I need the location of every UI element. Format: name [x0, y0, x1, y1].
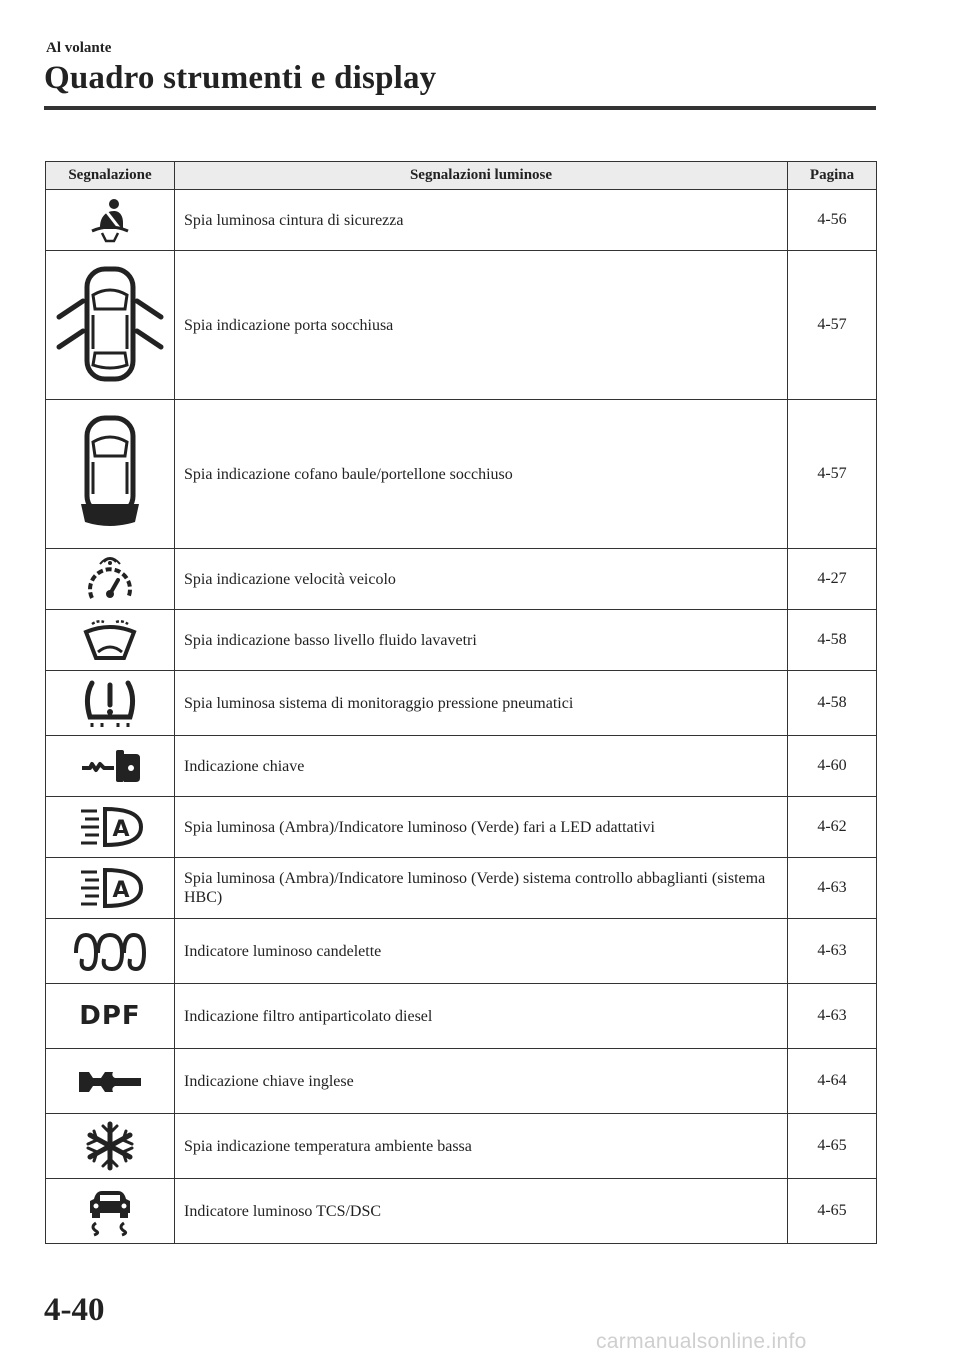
row-page-link[interactable]: 4-64 [788, 1049, 877, 1114]
glow-plug-icon [72, 929, 148, 973]
column-header-signal: Segnalazione [46, 162, 175, 190]
row-page-link[interactable]: 4-65 [788, 1179, 877, 1244]
row-description: Spia indicazione velocità veicolo [175, 549, 788, 610]
page-title: Quadro strumenti e display [44, 60, 437, 96]
svg-text:A: A [112, 878, 130, 903]
column-header-page: Pagina [788, 162, 877, 190]
row-description: Indicazione chiave [175, 736, 788, 797]
row-page-link[interactable]: 4-63 [788, 858, 877, 919]
title-divider [44, 106, 876, 110]
seatbelt-icon [86, 197, 134, 243]
warning-lights-table [45, 161, 877, 1244]
snowflake-icon [84, 1120, 136, 1172]
washer-fluid-icon [78, 618, 142, 662]
row-description: Indicazione chiave inglese [175, 1049, 788, 1114]
table-row [46, 1114, 877, 1179]
table-row [46, 984, 877, 1049]
row-description: Indicatore luminoso TCS/DSC [175, 1179, 788, 1244]
row-description: Spia indicazione porta socchiusa [175, 251, 788, 400]
hbc-icon [77, 866, 143, 910]
table-row [46, 736, 877, 797]
table-row [46, 610, 877, 671]
row-page-link[interactable]: 4-58 [788, 671, 877, 736]
tcs-dsc-icon [84, 1185, 136, 1237]
row-page-link[interactable]: 4-56 [788, 190, 877, 251]
page-number: 4-40 [44, 1292, 105, 1328]
row-page-link[interactable]: 4-60 [788, 736, 877, 797]
table-row [46, 797, 877, 858]
dpf-icon: DPF [79, 1001, 141, 1031]
table-row [46, 1179, 877, 1244]
table-row [46, 549, 877, 610]
table-row [46, 858, 877, 919]
row-description: Spia indicazione basso livello fluido lavavetri [175, 610, 788, 671]
key-icon [78, 746, 142, 786]
row-page-link[interactable]: 4-57 [788, 251, 877, 400]
row-page-link[interactable]: 4-63 [788, 984, 877, 1049]
svg-text:A: A [112, 817, 130, 842]
row-description: Indicatore luminoso candelette [175, 919, 788, 984]
table-row [46, 251, 877, 400]
row-page-link[interactable]: 4-65 [788, 1114, 877, 1179]
table-row [46, 400, 877, 549]
door-ajar-icon [55, 265, 165, 385]
section-label: Al volante [46, 40, 112, 56]
table-row [46, 671, 877, 736]
watermark: carmanualsonline.info [596, 1330, 807, 1353]
row-description: Spia luminosa (Ambra)/Indicatore luminoso (Verde) fari a LED adattativi [175, 797, 788, 858]
table-row [46, 190, 877, 251]
adaptive-led-icon [77, 805, 143, 849]
table-row [46, 919, 877, 984]
row-page-link[interactable]: 4-57 [788, 400, 877, 549]
column-header-lights: Segnalazioni luminose [175, 162, 788, 190]
row-description: Spia luminosa cintura di sicurezza [175, 190, 788, 251]
table-header-row [46, 162, 877, 190]
row-description: Spia luminosa (Ambra)/Indicatore luminoso (Verde) sistema controllo abbaglianti (sistema HBC) [175, 858, 788, 919]
row-page-link[interactable]: 4-63 [788, 919, 877, 984]
row-page-link[interactable]: 4-58 [788, 610, 877, 671]
row-description: Indicazione filtro antiparticolato diesel [175, 984, 788, 1049]
row-page-link[interactable]: 4-27 [788, 549, 877, 610]
table-row [46, 1049, 877, 1114]
row-description: Spia luminosa sistema di monitoraggio pressione pneumatici [175, 671, 788, 736]
row-page-link[interactable]: 4-62 [788, 797, 877, 858]
trunk-ajar-icon [75, 414, 145, 534]
row-description: Spia indicazione cofano baule/portellone socchiuso [175, 400, 788, 549]
row-description: Spia indicazione temperatura ambiente bassa [175, 1114, 788, 1179]
tire-pressure-icon [78, 677, 142, 729]
wrench-icon [75, 1066, 145, 1096]
vehicle-speed-icon [82, 554, 138, 604]
